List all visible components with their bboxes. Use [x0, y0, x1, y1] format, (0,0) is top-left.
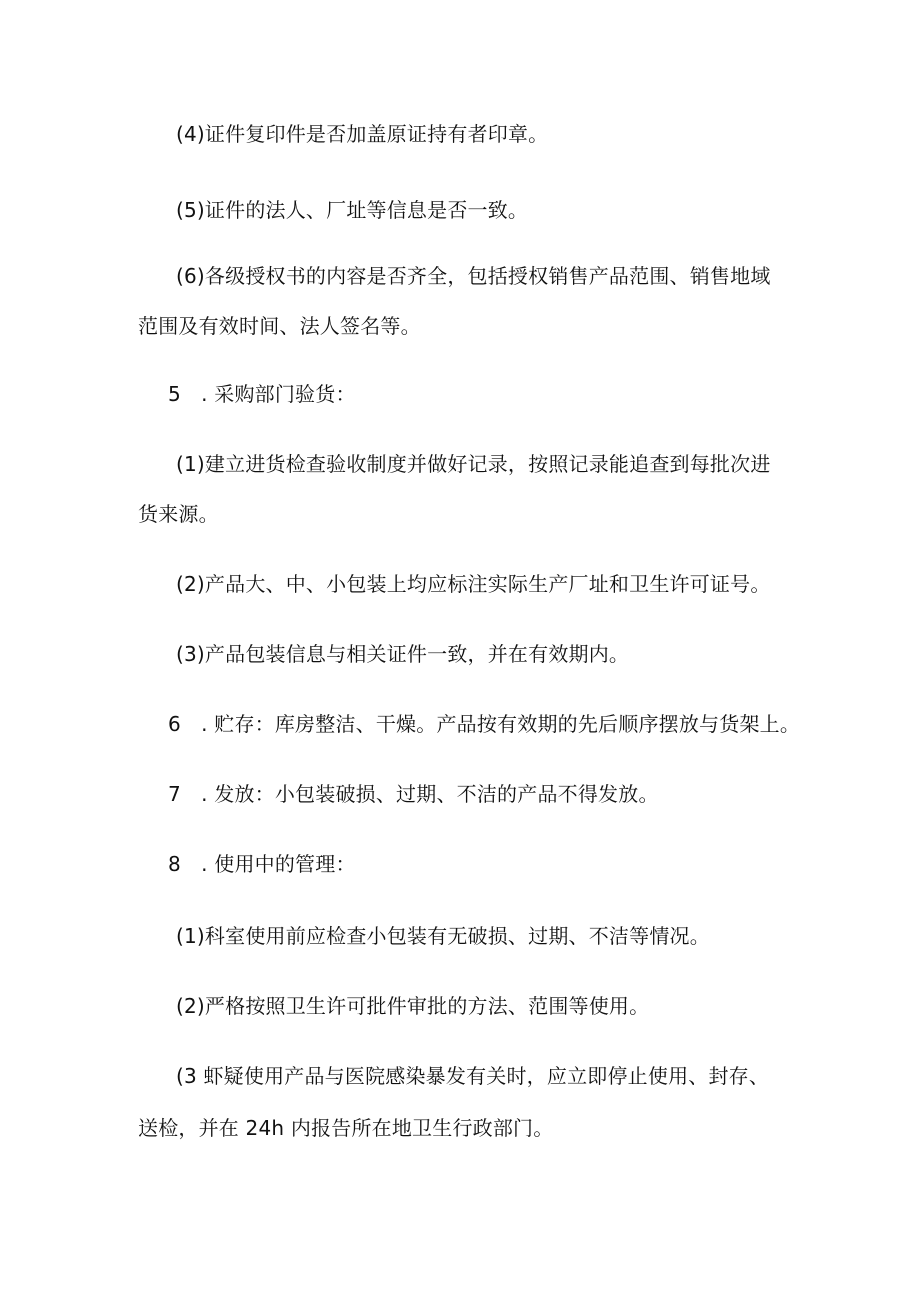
- paragraph-line: (4)证件复印件是否加盖原证持有者印章。: [176, 122, 549, 146]
- section-heading: 5 . 采购部门验货：: [168, 382, 356, 406]
- section-heading: 7 . 发放：小包装破损、过期、不洁的产品不得发放。: [168, 782, 659, 806]
- paragraph-line: 货来源。: [138, 502, 219, 526]
- paragraph-line: (1)建立进货检查验收制度并做好记录，按照记录能追查到每批次进: [176, 452, 771, 476]
- paragraph-line: (6)各级授权书的内容是否齐全，包括授权销售产品范围、销售地域: [176, 264, 771, 288]
- paragraph-line: (3)产品包装信息与相关证件一致，并在有效期内。: [176, 642, 630, 666]
- paragraph-line: (2)产品大、中、小包装上均应标注实际生产厂址和卫生许可证号。: [176, 572, 771, 596]
- paragraph-line: (2)严格按照卫生许可批件审批的方法、范围等使用。: [176, 994, 650, 1018]
- paragraph-line: 送检，并在 24h 内报告所在地卫生行政部门。: [138, 1116, 554, 1140]
- paragraph-line: (5)证件的法人、厂址等信息是否一致。: [176, 198, 529, 222]
- section-heading: 8 . 使用中的管理：: [168, 852, 356, 876]
- paragraph-line: (1)科室使用前应检查小包装有无破损、过期、不洁等情况。: [176, 924, 710, 948]
- paragraph-line: (3 虾疑使用产品与医院感染暴发有关时，应立即停止使用、封存、: [176, 1064, 770, 1088]
- paragraph-line: 范围及有效时间、法人签名等。: [138, 314, 421, 338]
- section-heading: 6 . 贮存：库房整洁、干燥。产品按有效期的先后顺序摆放与货架上。: [168, 712, 801, 736]
